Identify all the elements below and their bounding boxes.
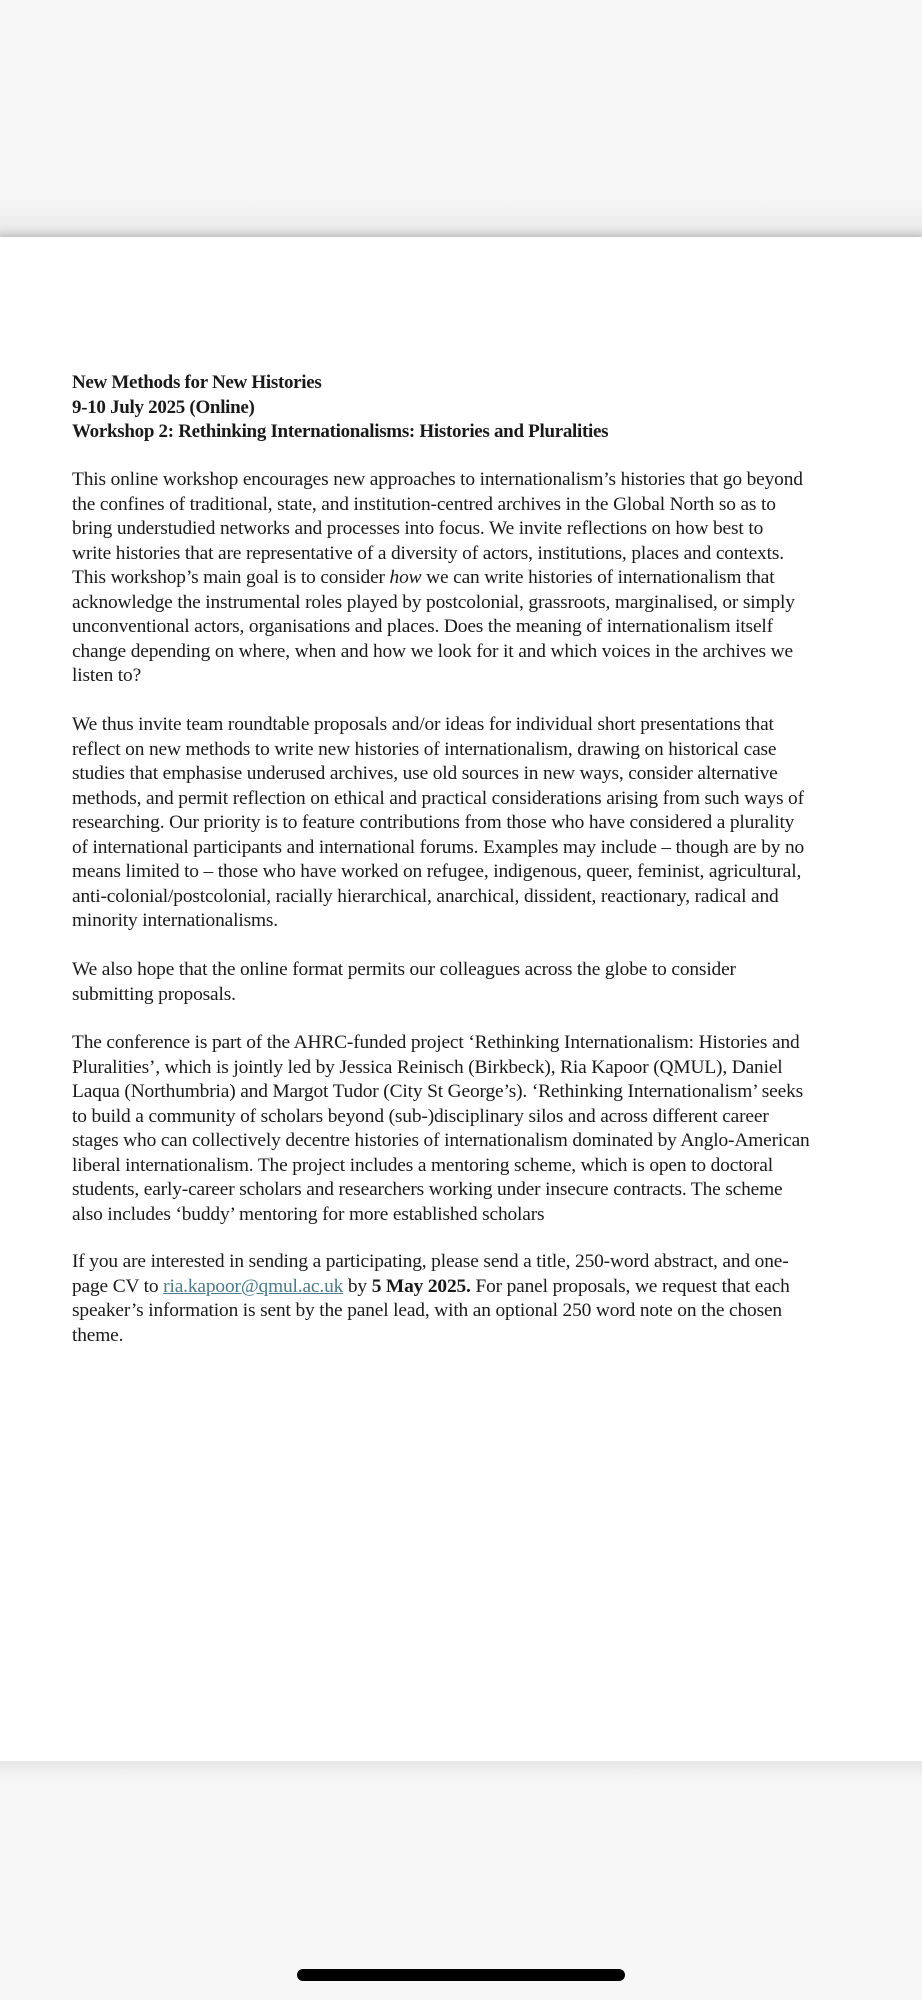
text-line: the confines of traditional, state, and institution-centred archives in the Global North so as to — [72, 493, 776, 515]
text-line: anti-colonial/postcolonial, racially hierarchical, anarchical, dissident, reactionary, radical and — [72, 885, 779, 907]
deadline-date: 5 May 2025. — [371, 1275, 471, 1297]
text-line: We also hope that the online format permits our colleagues across the globe to consider — [72, 959, 736, 980]
paragraph-project — [72, 1031, 892, 1227]
paragraph-submission — [72, 1250, 892, 1348]
text-line: means limited to – those who have worked on refugee, indigenous, queer, feminist, agricultural, — [72, 861, 802, 882]
text-line: Laqua (Northumbria) and Margot Tudor (City St George’s). ‘Rethinking Internationalism’ seeks — [72, 1081, 804, 1102]
text-line: submitting proposals. — [72, 983, 236, 1005]
text-segment: This workshop’s main goal is to consider — [72, 567, 390, 588]
event-date: 9-10 July 2025 (Online) — [72, 396, 255, 418]
text-line: Pluralities’, which is jointly led by Jessica Reinisch (Birkbeck), Ria Kapoor (QMUL), Daniel — [72, 1056, 783, 1078]
text-line: to build a community of scholars beyond (sub-)disciplinary silos and across different career — [72, 1105, 769, 1127]
text-line: If you are interested in sending a participating, please send a title, 250-word abstract, and one- — [72, 1251, 789, 1272]
viewer-top-shadow — [0, 200, 922, 237]
text-line: The conference is part of the AHRC-funded project ‘Rethinking Internationalism: Histories and — [72, 1032, 800, 1053]
document-heading — [72, 371, 892, 445]
text-line: studies that emphasise underused archives, use old sources in new ways, consider alternative — [72, 763, 778, 784]
emphasis-text: how — [389, 567, 422, 588]
text-segment: by — [343, 1275, 372, 1297]
paragraph-online-format — [72, 958, 892, 1007]
text-line: listen to? — [72, 665, 142, 686]
text-line: stages who can collectively decentre histories of internationalism dominated by Anglo-American — [72, 1130, 810, 1151]
text-segment: For panel proposals, we request that each — [470, 1275, 790, 1297]
paragraph-invitation — [72, 713, 892, 934]
text-line: of international participants and international forums. Examples may include – though are by no — [72, 836, 805, 858]
paragraph-intro — [72, 468, 892, 689]
text-line: theme. — [72, 1324, 124, 1346]
text-line: unconventional actors, organisations and places. Does the meaning of internationalism itself — [72, 616, 773, 637]
viewer-bottom-shadow — [0, 1761, 922, 1785]
text-line: bring understudied networks and processes into focus. We invite reflections on how best to — [72, 518, 764, 539]
email-link[interactable]: ria.kapoor@qmul.ac.uk — [163, 1275, 344, 1297]
text-line: acknowledge the instrumental roles played by postcolonial, grassroots, marginalised, or simply — [72, 591, 795, 613]
text-line: This online workshop encourages new approaches to internationalism’s histories that go beyond — [72, 469, 803, 490]
text-line: also includes ‘buddy’ mentoring for more established scholars — [72, 1203, 545, 1225]
text-line: We thus invite team roundtable proposals and/or ideas for individual short presentations that — [72, 714, 774, 735]
text-segment: we can write histories of internationalism that — [421, 567, 775, 588]
text-line: reflect on new methods to write new histories of internationalism, drawing on historical case — [72, 738, 777, 760]
text-line: liberal internationalism. The project includes a mentoring scheme, which is open to doctoral — [72, 1154, 773, 1176]
workshop-title: Workshop 2: Rethinking Internationalisms: Histories and Pluralities — [72, 421, 609, 442]
document-page[interactable] — [0, 237, 922, 1761]
text-line — [72, 566, 892, 591]
text-line: minority internationalisms. — [72, 910, 278, 931]
event-title: New Methods for New Histories — [72, 372, 322, 393]
text-line: students, early-career scholars and researchers working under insecure contracts. The scheme — [72, 1179, 783, 1200]
home-indicator-bar[interactable] — [297, 1969, 625, 1981]
text-line: researching. Our priority is to feature contributions from those who have considered a plurality — [72, 812, 795, 833]
text-line: change depending on where, when and how we look for it and which voices in the archives we — [72, 640, 793, 662]
text-line — [72, 1275, 892, 1300]
text-line: speaker’s information is sent by the panel lead, with an optional 250 word note on the chosen — [72, 1300, 782, 1321]
text-segment: page CV to — [72, 1275, 164, 1297]
text-line: write histories that are representative of a diversity of actors, institutions, places and contexts. — [72, 542, 784, 564]
text-line: methods, and permit reflection on ethical and practical considerations arising from such ways of — [72, 787, 804, 809]
